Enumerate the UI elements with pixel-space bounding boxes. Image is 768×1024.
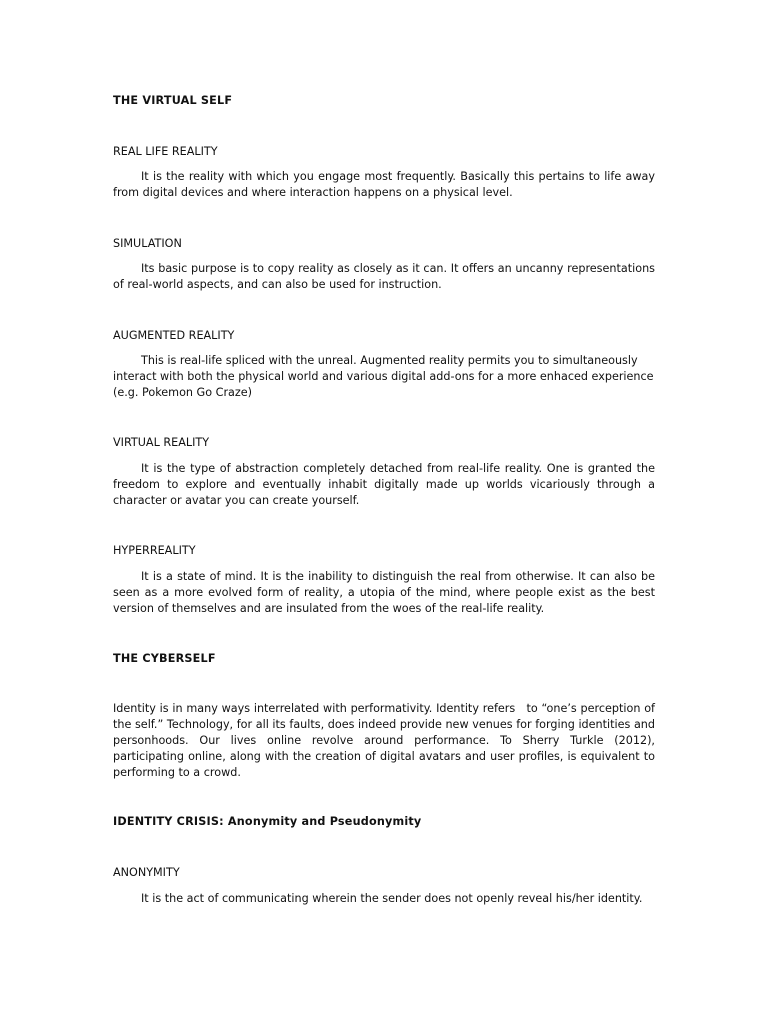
paragraph-cyberself: Identity is in many ways interrelated with performativity. Identity refers to “one’s perception of the self.” Technology, for all its faults, does indeed provide new venues for forging identities and personhoods. Our lives online revolve around performance. To Sherry Turkle (2012), participating online, along with the creation of digital avatars and user profiles, is equivalent to performing to a crowd. (113, 702, 659, 779)
paragraph-virtual-reality: It is the type of abstraction completely detached from real-life reality. One is granted the freedom to explore and eventually inhabit digitally made up worlds vicariously through a character or avatar you can create yourself. (113, 462, 655, 507)
section-title-identity-crisis: IDENTITY CRISIS: Anonymity and Pseudonymity (113, 815, 422, 828)
paragraph-real-life-reality: It is the reality with which you engage most frequently. Basically this pertains to life away from digital devices and where interaction happens on a physical level. (113, 170, 655, 199)
paragraph-augmented-reality: This is real-life spliced with the unreal. Augmented reality permits you to simultaneously interact with both the physical world and various digital add-ons for a more enhaced experience (e.g. Pokemon Go Craze) (113, 354, 654, 399)
subsection-heading-augmented-reality: AUGMENTED REALITY (113, 329, 235, 342)
subsection-heading-hyperreality: HYPERREALITY (113, 544, 196, 557)
subsection-heading-simulation: SIMULATION (113, 237, 182, 250)
paragraph-hyperreality: It is a state of mind. It is the inability to distinguish the real from otherwise. It can also be seen as a more evolved form of reality, a utopia of the mind, where people exist as the best version of themselves and are insulated from the woes of the real-life reality. (113, 570, 655, 615)
paragraph-anonymity: It is the act of communicating wherein the sender does not openly reveal his/her identity. (141, 892, 643, 905)
subsection-heading-real-life-reality: REAL LIFE REALITY (113, 145, 218, 158)
document-page (113, 0, 659, 1024)
section-title-virtual-self: THE VIRTUAL SELF (113, 94, 233, 107)
section-title-cyberself: THE CYBERSELF (113, 652, 216, 665)
paragraph-simulation: Its basic purpose is to copy reality as closely as it can. It offers an uncanny representations of real-world aspects, and can also be used for instruction. (113, 262, 655, 291)
subsection-heading-virtual-reality: VIRTUAL REALITY (113, 436, 210, 449)
subsection-heading-anonymity: ANONYMITY (113, 866, 180, 879)
